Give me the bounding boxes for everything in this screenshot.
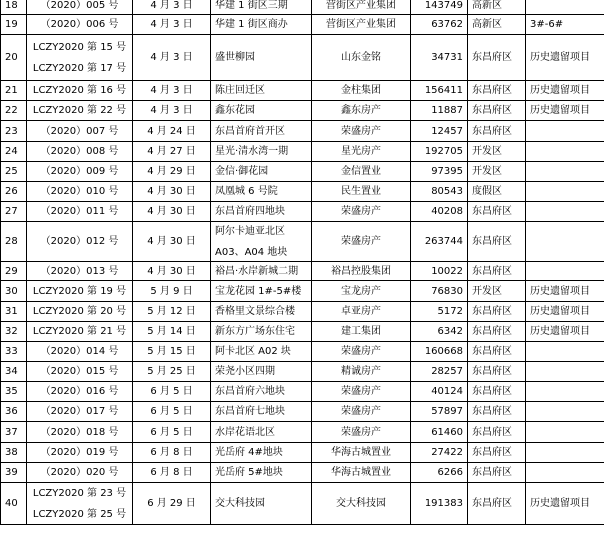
cell-seq: 29 [1,262,27,281]
cell-area: 263744 [411,222,468,262]
cell-district: 东昌府区 [468,443,526,463]
cell-district: 东昌府区 [468,382,526,402]
cell-date: 6 月 5 日 [133,402,211,422]
cell-developer: 营街区产业集团 [312,0,411,15]
cell-permit-code-line: （2020）009 号 [40,166,119,177]
cell-project-name-line: 陈庄回迁区 [215,85,265,96]
table-row [1,322,604,342]
cell-permit-code [27,322,133,342]
cell-project-name [211,81,312,101]
cell-area: 192705 [411,142,468,162]
cell-date: 4 月 30 日 [133,222,211,262]
cell-seq: 26 [1,182,27,202]
cell-seq: 24 [1,142,27,162]
cell-note [526,362,604,382]
cell-seq: 18 [1,0,27,15]
table-row [1,281,604,302]
cell-permit-code-line: （2020）010 号 [40,186,119,197]
cell-project-name-line: 阿卡北区 A02 块 [215,346,291,357]
cell-district: 东昌府区 [468,202,526,222]
cell-permit-code-line: （2020）007 号 [40,125,119,137]
cell-project-name-line: 交大科技园 [215,498,265,509]
cell-note [526,182,604,202]
cell-district: 度假区 [468,182,526,202]
cell-developer: 荣盛房产 [312,402,411,422]
cell-note [526,422,604,443]
cell-permit-code [27,142,133,162]
cell-developer: 交大科技园 [312,483,411,525]
cell-seq: 20 [1,35,27,81]
table-row [1,342,604,362]
cell-project-name-line: 凤凰城 6 号院 [215,186,278,197]
cell-permit-code-line: LCZY2020 第 16 号 [32,85,127,96]
cell-area: 160668 [411,342,468,362]
cell-date: 5 月 15 日 [133,342,211,362]
cell-seq: 25 [1,162,27,182]
cell-seq: 34 [1,362,27,382]
cell-area: 63762 [411,15,468,35]
cell-area: 5172 [411,302,468,322]
cell-note: 历史遗留项目 [526,302,604,322]
cell-project-name [211,262,312,281]
cell-seq: 33 [1,342,27,362]
cell-project-name [211,362,312,382]
cell-project-name-line: 星光·清水湾一期 [215,146,289,157]
cell-permit-code [27,121,133,142]
cell-project-name [211,15,312,35]
cell-seq: 36 [1,402,27,422]
cell-project-name [211,162,312,182]
cell-developer: 精诚房产 [312,362,411,382]
cell-area: 97395 [411,162,468,182]
cell-permit-code [27,0,133,15]
cell-district: 东昌府区 [468,422,526,443]
cell-permit-code-line: （2020）012 号 [40,236,119,247]
cell-district: 高新区 [468,15,526,35]
cell-date: 5 月 14 日 [133,322,211,342]
cell-permit-code [27,443,133,463]
cell-project-name [211,281,312,302]
cell-project-name [211,382,312,402]
cell-project-name [211,222,312,262]
cell-developer: 金柱集团 [312,81,411,101]
table-row [1,15,604,35]
cell-developer: 宝龙房产 [312,281,411,302]
cell-project-name [211,463,312,483]
cell-area: 12457 [411,121,468,142]
cell-area: 143749 [411,0,468,15]
cell-project-name-line: 华建 1 街区商办 [215,19,288,30]
cell-developer: 营街区产业集团 [312,15,411,35]
cell-note [526,262,604,281]
cell-project-name-line: 宝龙花园 1#-5#楼 [215,285,302,297]
cell-project-name-line: 水岸花语北区 [215,426,275,438]
cell-area: 10022 [411,262,468,281]
cell-project-name-line: 鑫东花园 [215,105,255,116]
cell-permit-code-line: LCZY2020 第 22 号 [32,105,127,116]
cell-seq: 31 [1,302,27,322]
cell-project-name [211,101,312,121]
cell-seq: 35 [1,382,27,402]
cell-district: 东昌府区 [468,463,526,483]
cell-area: 27422 [411,443,468,463]
cell-project-name-line: 东昌首府六地块 [215,386,285,397]
cell-permit-code-line: （2020）006 号 [40,19,119,30]
cell-permit-code-line: LCZY2020 第 25 号 [32,508,127,520]
cell-project-name [211,142,312,162]
cell-project-name-line: 华建 1 街区三期 [215,0,288,11]
cell-project-name-line: 东昌首府首开区 [215,125,285,137]
cell-developer: 鑫东房产 [312,101,411,121]
cell-district: 东昌府区 [468,342,526,362]
cell-permit-code-line: （2020）016 号 [40,386,119,397]
cell-note [526,162,604,182]
cell-permit-code-line: （2020）018 号 [40,426,119,438]
cell-note: 历史遗留项目 [526,281,604,302]
cell-permit-code-line: （2020）005 号 [40,0,119,11]
cell-project-name [211,0,312,15]
cell-note: 历史遗留项目 [526,322,604,342]
cell-district: 东昌府区 [468,362,526,382]
cell-district: 东昌府区 [468,35,526,81]
cell-permit-code-line: LCZY2020 第 23 号 [32,487,127,499]
cell-note: 历史遗留项目 [526,81,604,101]
cell-note: 3#-6# [526,15,604,35]
cell-note: 历史遗留项目 [526,101,604,121]
cell-project-name [211,422,312,443]
table-row [1,402,604,422]
table-row [1,302,604,322]
cell-permit-code [27,463,133,483]
cell-permit-code [27,35,133,81]
cell-area: 80543 [411,182,468,202]
cell-project-name [211,443,312,463]
table-row [1,362,604,382]
cell-seq: 28 [1,222,27,262]
cell-note: 历史遗留项目 [526,35,604,81]
cell-note [526,402,604,422]
cell-developer: 山东金铭 [312,35,411,81]
cell-permit-code [27,382,133,402]
table-body [1,0,604,525]
cell-date: 4 月 3 日 [133,35,211,81]
cell-permit-code-line: LCZY2020 第 21 号 [32,326,127,337]
cell-project-name-line: 东昌首府七地块 [215,406,285,417]
cell-developer: 荣盛房产 [312,202,411,222]
table-row [1,202,604,222]
cell-permit-code [27,362,133,382]
cell-permit-code [27,202,133,222]
cell-note [526,202,604,222]
cell-project-name-line: 东昌首府四地块 [215,206,285,217]
cell-permit-code [27,81,133,101]
cell-permit-code-line: LCZY2020 第 19 号 [32,285,127,297]
cell-date: 5 月 25 日 [133,362,211,382]
cell-developer: 荣盛房产 [312,222,411,262]
cell-seq: 38 [1,443,27,463]
cell-permit-code [27,422,133,443]
cell-area: 6342 [411,322,468,342]
cell-project-name [211,342,312,362]
cell-project-name-line: 香格里文景综合楼 [215,306,295,317]
table-row [1,121,604,142]
table-row [1,81,604,101]
cell-developer: 荣盛房产 [312,342,411,362]
cell-area: 40208 [411,202,468,222]
cell-permit-code [27,182,133,202]
cell-permit-code [27,222,133,262]
cell-date: 4 月 29 日 [133,162,211,182]
cell-permit-code-line: （2020）020 号 [40,467,119,478]
cell-developer: 荣盛房产 [312,422,411,443]
cell-seq: 23 [1,121,27,142]
cell-date: 6 月 5 日 [133,422,211,443]
cell-seq: 40 [1,483,27,525]
cell-district: 东昌府区 [468,222,526,262]
table-row [1,483,604,525]
cell-project-name [211,35,312,81]
cell-district: 东昌府区 [468,302,526,322]
cell-district: 东昌府区 [468,402,526,422]
cell-project-name [211,483,312,525]
cell-developer: 建工集团 [312,322,411,342]
table-row [1,422,604,443]
cell-developer: 华海古城置业 [312,443,411,463]
table-row [1,443,604,463]
table-row [1,101,604,121]
cell-seq: 22 [1,101,27,121]
cell-permit-code-line: LCZY2020 第 15 号 [32,41,127,53]
cell-permit-code-line: LCZY2020 第 17 号 [32,62,127,74]
cell-developer: 星光房产 [312,142,411,162]
cell-project-name [211,322,312,342]
table-row [1,0,604,15]
cell-project-name-line: 裕昌·水岸新城二期 [215,265,299,277]
cell-note [526,121,604,142]
cell-seq: 30 [1,281,27,302]
table-row [1,382,604,402]
cell-project-name-line: 荣尧小区四期 [215,366,275,377]
cell-project-name [211,202,312,222]
cell-district: 东昌府区 [468,81,526,101]
cell-permit-code [27,402,133,422]
cell-area: 11887 [411,101,468,121]
cell-permit-code-line: （2020）013 号 [40,265,119,277]
cell-note: 历史遗留项目 [526,483,604,525]
table-row [1,182,604,202]
cell-date: 5 月 12 日 [133,302,211,322]
cell-permit-code-line: LCZY2020 第 20 号 [32,306,127,317]
cell-seq: 27 [1,202,27,222]
cell-date: 6 月 5 日 [133,382,211,402]
cell-area: 57897 [411,402,468,422]
cell-developer: 民生置业 [312,182,411,202]
cell-project-name-line: 光岳府 4#地块 [215,447,283,458]
cell-permit-code [27,15,133,35]
cell-seq: 39 [1,463,27,483]
cell-date: 4 月 27 日 [133,142,211,162]
table-row [1,35,604,81]
table-row [1,222,604,262]
cell-permit-code [27,162,133,182]
cell-permit-code [27,101,133,121]
cell-note [526,443,604,463]
cell-note [526,142,604,162]
cell-area: 191383 [411,483,468,525]
cell-date: 4 月 3 日 [133,81,211,101]
cell-project-name [211,302,312,322]
cell-district: 东昌府区 [468,483,526,525]
cell-date: 4 月 30 日 [133,262,211,281]
cell-permit-code-line: （2020）014 号 [40,346,119,357]
cell-project-name-line: 金信·御花园 [215,166,269,177]
cell-date: 6 月 29 日 [133,483,211,525]
cell-seq: 19 [1,15,27,35]
cell-permit-code [27,262,133,281]
cell-district: 东昌府区 [468,101,526,121]
cell-permit-code-line: （2020）008 号 [40,146,119,157]
cell-permit-code [27,302,133,322]
cell-permit-code-line: （2020）011 号 [40,206,119,217]
cell-date: 6 月 8 日 [133,463,211,483]
cell-seq: 21 [1,81,27,101]
cell-area: 61460 [411,422,468,443]
cell-date: 4 月 30 日 [133,182,211,202]
table-row [1,463,604,483]
cell-district: 开发区 [468,142,526,162]
cell-permit-code-line: （2020）019 号 [40,447,119,458]
cell-permit-code [27,281,133,302]
cell-developer: 华海古城置业 [312,463,411,483]
cell-seq: 37 [1,422,27,443]
cell-developer: 卓亚房产 [312,302,411,322]
cell-date: 4 月 3 日 [133,0,211,15]
cell-area: 76830 [411,281,468,302]
cell-project-name [211,402,312,422]
cell-project-name [211,182,312,202]
cell-area: 34731 [411,35,468,81]
cell-permit-code [27,483,133,525]
cell-date: 5 月 9 日 [133,281,211,302]
cell-note [526,0,604,15]
table-row [1,262,604,281]
cell-developer: 金信置业 [312,162,411,182]
cell-district: 高新区 [468,0,526,15]
cell-date: 4 月 30 日 [133,202,211,222]
cell-area: 28257 [411,362,468,382]
cell-seq: 32 [1,322,27,342]
cell-district: 东昌府区 [468,322,526,342]
cell-date: 6 月 8 日 [133,443,211,463]
cell-project-name-line: 阿尔卡迪亚北区 [215,225,285,237]
cell-district: 东昌府区 [468,121,526,142]
cell-date: 4 月 3 日 [133,15,211,35]
cell-date: 4 月 24 日 [133,121,211,142]
cell-developer: 荣盛房产 [312,121,411,142]
cell-project-name-line: 光岳府 5#地块 [215,467,283,478]
cell-developer: 裕昌控股集团 [312,262,411,281]
cell-project-name [211,121,312,142]
cell-note [526,463,604,483]
cell-project-name-line: 盛世柳园 [215,52,255,63]
cell-district: 开发区 [468,281,526,302]
cell-developer: 荣盛房产 [312,382,411,402]
cell-project-name-line: 新东方广场东住宅 [215,326,295,337]
cell-permit-code [27,342,133,362]
cell-note [526,342,604,362]
cell-note [526,222,604,262]
table-row [1,162,604,182]
cell-note [526,382,604,402]
cell-district: 开发区 [468,162,526,182]
cell-date: 4 月 3 日 [133,101,211,121]
cell-permit-code-line: （2020）015 号 [40,366,119,377]
table-row [1,142,604,162]
cell-district: 东昌府区 [468,262,526,281]
cell-area: 156411 [411,81,468,101]
cell-project-name-line: A03、A04 地块 [215,246,288,258]
cell-permit-code-line: （2020）017 号 [40,406,119,417]
cell-area: 6266 [411,463,468,483]
cell-area: 40124 [411,382,468,402]
